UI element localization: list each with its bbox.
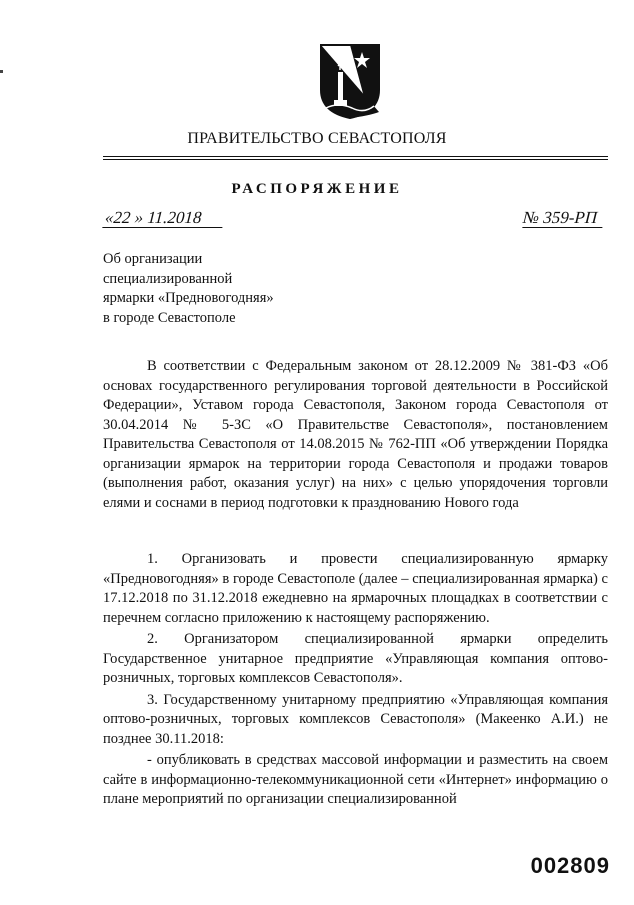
legal-basis: [103, 357, 608, 513]
document-number: № 359-РП: [522, 209, 603, 228]
document-date: «22 » 11.2018: [102, 209, 223, 228]
scan-mark: [0, 70, 3, 73]
subject-line: ярмарки «Предновогодняя»: [103, 290, 274, 306]
order-item-3-subpoint: - опубликовать в средствах массовой информации и разместить на своем сайте в информационно-телекоммуникационной сети «Интернет» информацию о плане мероприятий по организации специализированной: [103, 752, 608, 807]
document-subject: [103, 250, 274, 328]
order-item-3: 3. Государственному унитарному предприятию «Управляющая компания оптово-розничных, торговых комплексов Севастополя» (Макеенко А.И.) не позднее 30.11.2018:: [103, 691, 608, 747]
subject-line: в городе Севастополе: [103, 309, 236, 326]
serial-number: 002809: [530, 853, 610, 878]
header-rule-bottom: [103, 159, 608, 160]
order-items: [103, 550, 608, 812]
sevastopol-coat-of-arms-icon: [318, 42, 382, 120]
document-type: РАСПОРЯЖЕНИЕ: [231, 181, 403, 197]
subject-line: Об организации: [103, 251, 203, 267]
legal-basis-paragraph: В соответствии с Федеральным законом от 28.12.2009 № 381-ФЗ «Об основах государственного регулирования торговой деятельности в Российской Федерации», Уставом города Севастополя, Законом города Севастополя от 30.04.2014 № 5-ЗС «О Правительстве Севастополя», постановлением Правительства Севастополя от 14.08.2015 № 762-ПП «Об утверждении Порядка организации ярмарок на территории города Севастополя и продажи товаров (выполнения работ, оказания услуг) на них» с целью упорядочения торговли елями и соснами в период подготовки к празднованию Нового года: [103, 358, 608, 511]
order-item-1: 1. Организовать и провести специализированную ярмарку «Предновогодняя» в городе Севастополе (далее – специализированная ярмарка) с 17.12.2018 по 31.12.2018 ежедневно на ярмарочных площадках в соответствии с перечнем согласно приложению к настоящему распоряжению.: [103, 551, 608, 626]
subject-line: специализированной: [103, 270, 233, 287]
government-title: ПРАВИТЕЛЬСТВО СЕВАСТОПОЛЯ: [187, 130, 447, 147]
order-item-2: 2. Организатором специализированной ярмарки определить Государственное унитарное предприятие «Управляющая компания оптово-розничных, торговых комплексов Севастополя».: [103, 631, 608, 686]
header-rule-top: [103, 156, 608, 157]
